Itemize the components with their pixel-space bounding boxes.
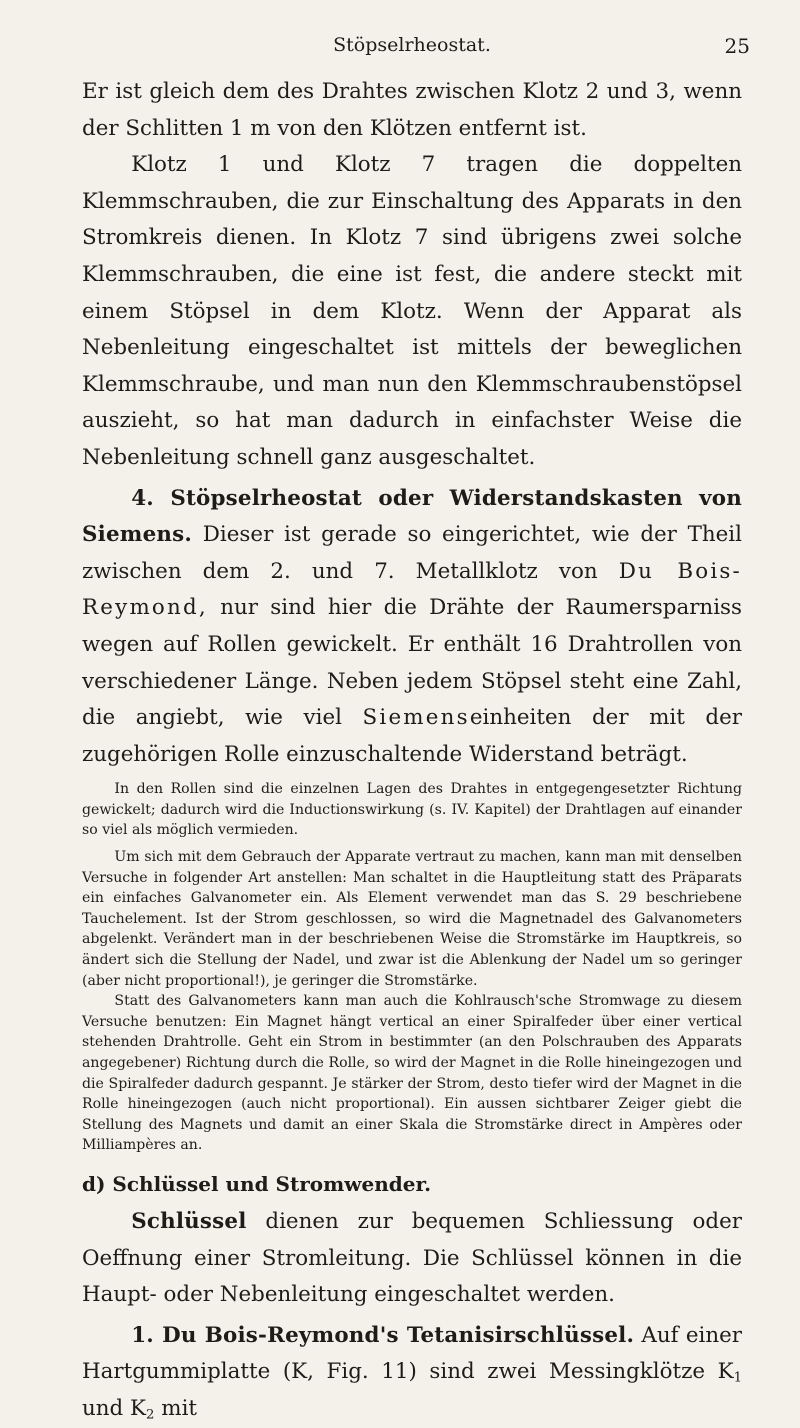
section-1-text-c: mit: [161, 1395, 198, 1421]
small-note-versuche: Um sich mit dem Gebrauch der Apparate vertraut zu machen, kann man mit denselben Versuche in folgender Art anstellen: Man schaltet in die Hauptleitung statt des Präparats ein einfaches Galvanometer ein. Als Element verwendet man das S. 29 beschriebene Tauchelement. Ist der Strom geschlossen, so wird die Magnetnadel des Galvanometers abgelenkt. Verändert man in der beschriebenen Weise die Stromstärke im Hauptkreis, so ändert sich die Stellung der Nadel, und zwar ist die Ablenkung der Nadel um so geringer (aber nicht proportional!), je geringer die Stromstärke.: [82, 849, 742, 989]
section-4-text-c: einheiten der mit der zugehörigen Rolle einzuschaltende Widerstand beträgt.: [82, 705, 742, 767]
section-1-text-b: und K: [82, 1395, 147, 1421]
running-head: Stöpselrheostat.: [333, 34, 491, 56]
small-note-rollen: In den Rollen sind die einzelnen Lagen des Drahtes in entgegengesetzter Richtung gewickelt; dadurch wird die Inductionswirkung (s. IV. Kapitel) der Drahtlagen auf einander so viel als möglich vermieden.: [82, 781, 742, 839]
paragraph-2: Klotz 1 und Klotz 7 tragen die doppelten Klemmschrauben, die zur Einschaltung des Apparats in den Stromkreis dienen. In Klotz 7 sind übrigens zwei solche Klemmschrauben, die eine ist fest, die andere steckt mit einem Stöpsel in dem Klotz. Wenn der Apparat als Nebenleitung eingeschaltet ist mittels der beweglichen Klemmschraube, und man nun den Klemmschraubenstöpsel auszieht, so hat man dadurch in einfachster Weise die Nebenleitung schnell ganz ausgeschaltet.: [82, 152, 742, 470]
section-d-paragraph: [82, 1204, 742, 1314]
section-d-text: dienen zur bequemen Schliessung oder Oeffnung einer Stromleitung. Die Schlüssel können in die Haupt- oder Nebenleitung eingeschaltet werden.: [82, 1208, 742, 1308]
page-header: [82, 0, 750, 74]
small-note-stromwage: Statt des Galvanometers kann man auch die Kohlrausch'sche Stromwage zu diesem Versuche benutzen: Ein Magnet hängt vertical an einer Spiralfeder über einer vertical stehenden Drahtrolle. Geht ein Strom in bestimmter (an den Polschrauben des Apparats angegebener) Richtung durch die Rolle, so wird der Magnet in die Rolle hineingezogen und die Spiralfeder dadurch gespannt. Je stärker der Strom, desto tiefer wird der Magnet in die Rolle hineingezogen (auch nicht proportional). Ein aussen sichtbarer Zeiger giebt die Stellung des Magnets und damit an einer Skala die Stromstärke direct in Ampères oder Milliampères an.: [82, 993, 742, 1154]
subscript-2: 2: [146, 1407, 155, 1423]
page-number: 25: [724, 34, 750, 58]
name-siemens: Siemens: [362, 705, 470, 731]
name-du-bois-reymond: Du Bois-Reymond,: [82, 558, 742, 621]
subscript-1: 1: [733, 1370, 742, 1386]
paragraph-1: Er ist gleich dem des Drahtes zwischen Klotz 2 und 3, wenn der Schlitten 1 m von den Klötzen entfernt ist.: [82, 79, 742, 141]
section-1-text-a: Auf einer Hartgummiplatte (K, Fig. 11) sind zwei Messingklötze K: [82, 1322, 742, 1385]
section-4-heading: 4. Stöpselrheostat oder Widerstandskasten von Siemens.: [82, 485, 742, 548]
section-4-text-a: Dieser ist gerade so eingerichtet, wie der Theil zwischen dem 2. und 7. Metallklotz von: [82, 522, 742, 584]
section-1-paragraph: [82, 1318, 742, 1428]
section-1-heading: 1. Du Bois-Reymond's Tetanisirschlüssel.: [131, 1322, 635, 1348]
section-4-paragraph: [82, 481, 742, 774]
section-d-heading: d) Schlüssel und Stromwender.: [82, 1171, 432, 1196]
section-d-lead: Schlüssel: [131, 1208, 247, 1234]
section-4-text-b: nur sind hier die Drähte der Raumersparniss wegen auf Rollen gewickelt. Er enthält 16 Drahtrollen von verschiedener Länge. Neben jedem Stöpsel steht eine Zahl, die angiebt, wie viel: [82, 595, 742, 731]
